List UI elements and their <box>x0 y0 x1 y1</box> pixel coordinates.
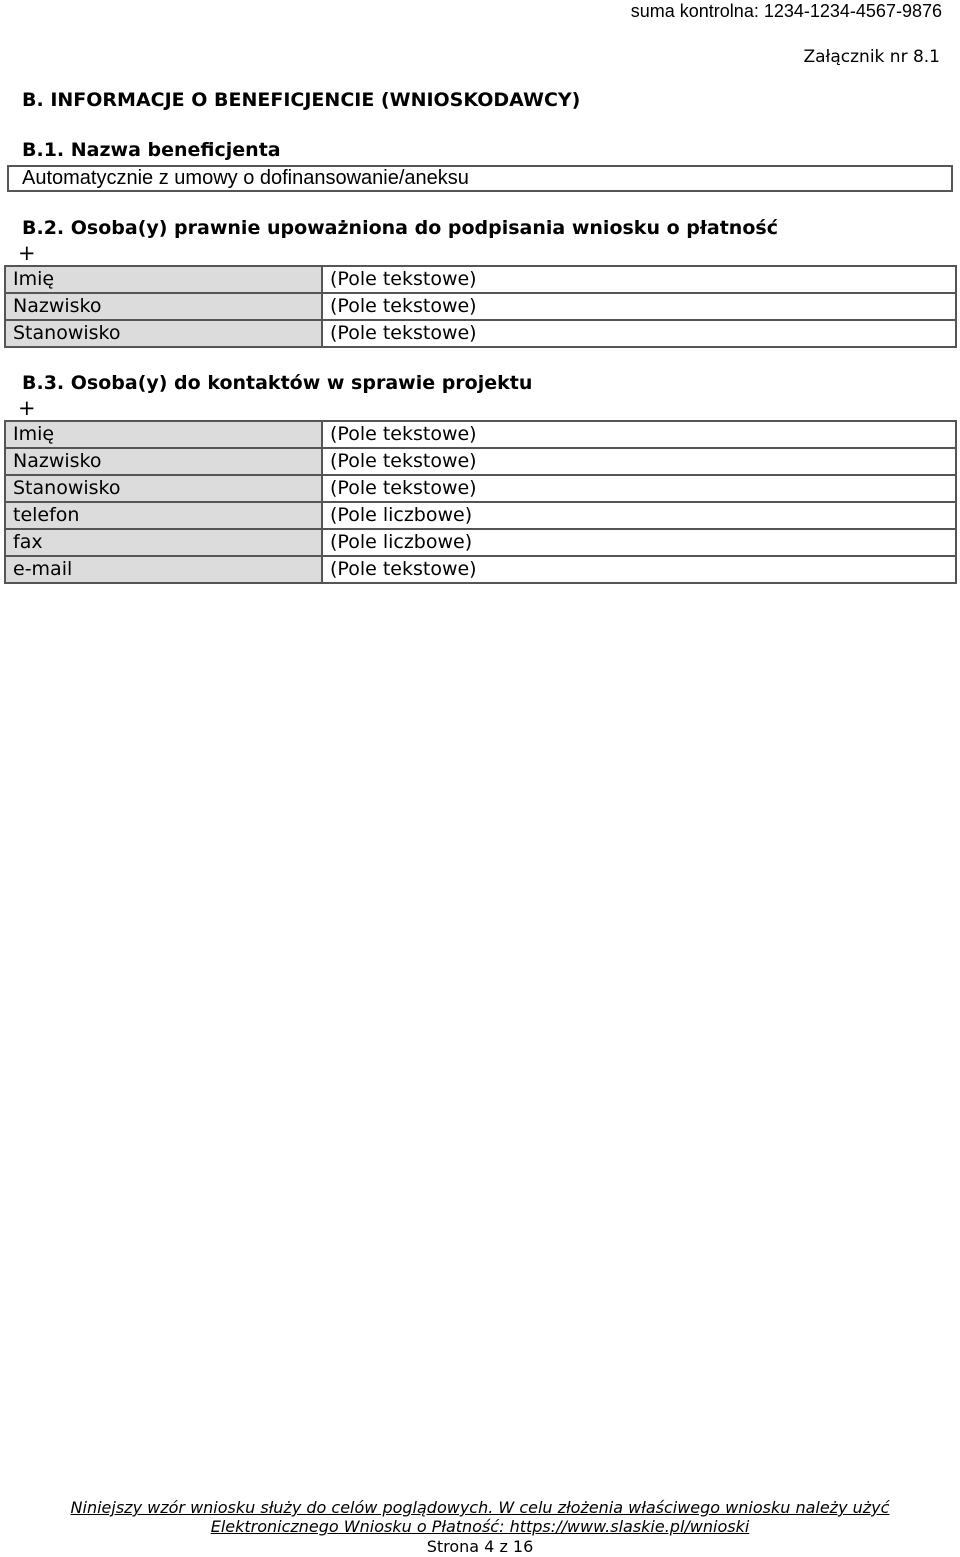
table-row <box>5 529 956 556</box>
checksum-label: suma kontrolna: 1234-1234-4567-9876 <box>630 1 942 21</box>
table-row <box>5 556 956 583</box>
add-person-icon[interactable]: + <box>18 241 36 265</box>
email-field[interactable]: (Pole tekstowe) <box>322 556 956 583</box>
field-label-first-name: Imię <box>5 421 322 448</box>
table-row <box>5 475 956 502</box>
footer-notice: Niniejszy wzór wniosku służy do celów poglądowych. W celu złożenia właściwego wniosku należy użyć <box>70 1498 890 1517</box>
beneficiary-name-field[interactable]: Automatycznie z umowy o dofinansowanie/aneksu <box>7 165 953 192</box>
table-row <box>5 293 956 320</box>
b2-title: B.2. Osoba(y) prawnie upoważniona do podpisania wniosku o płatność <box>22 217 778 239</box>
field-label-last-name: Nazwisko <box>5 293 322 320</box>
last-name-field[interactable]: (Pole tekstowe) <box>322 448 956 475</box>
field-label-fax: fax <box>5 529 322 556</box>
attachment-number: Załącznik nr 8.1 <box>803 47 940 67</box>
last-name-field[interactable]: (Pole tekstowe) <box>322 293 956 320</box>
footer-link[interactable]: Elektronicznego Wniosku o Płatność: https://www.slaskie.pl/wnioski <box>210 1517 750 1536</box>
field-label-position: Stanowisko <box>5 320 322 347</box>
page-number: Strona 4 z 16 <box>426 1537 534 1556</box>
first-name-field[interactable]: (Pole tekstowe) <box>322 421 956 448</box>
field-label-first-name: Imię <box>5 266 322 293</box>
table-row <box>5 266 956 293</box>
position-field[interactable]: (Pole tekstowe) <box>322 320 956 347</box>
b1-title: B.1. Nazwa beneficjenta <box>22 139 281 161</box>
table-row <box>5 502 956 529</box>
b3-contact-person-table <box>4 420 957 584</box>
phone-field[interactable]: (Pole liczbowe) <box>322 502 956 529</box>
table-row <box>5 421 956 448</box>
field-label-email: e-mail <box>5 556 322 583</box>
field-label-position: Stanowisko <box>5 475 322 502</box>
first-name-field[interactable]: (Pole tekstowe) <box>322 266 956 293</box>
b3-title: B.3. Osoba(y) do kontaktów w sprawie projektu <box>22 372 533 394</box>
b2-authorized-person-table <box>4 265 957 348</box>
table-row <box>5 448 956 475</box>
field-label-phone: telefon <box>5 502 322 529</box>
table-row <box>5 320 956 347</box>
section-b-title: B. INFORMACJE O BENEFICJENCIE (WNIOSKODAWCY) <box>22 89 581 111</box>
field-label-last-name: Nazwisko <box>5 448 322 475</box>
fax-field[interactable]: (Pole liczbowe) <box>322 529 956 556</box>
add-contact-icon[interactable]: + <box>18 396 36 420</box>
position-field[interactable]: (Pole tekstowe) <box>322 475 956 502</box>
